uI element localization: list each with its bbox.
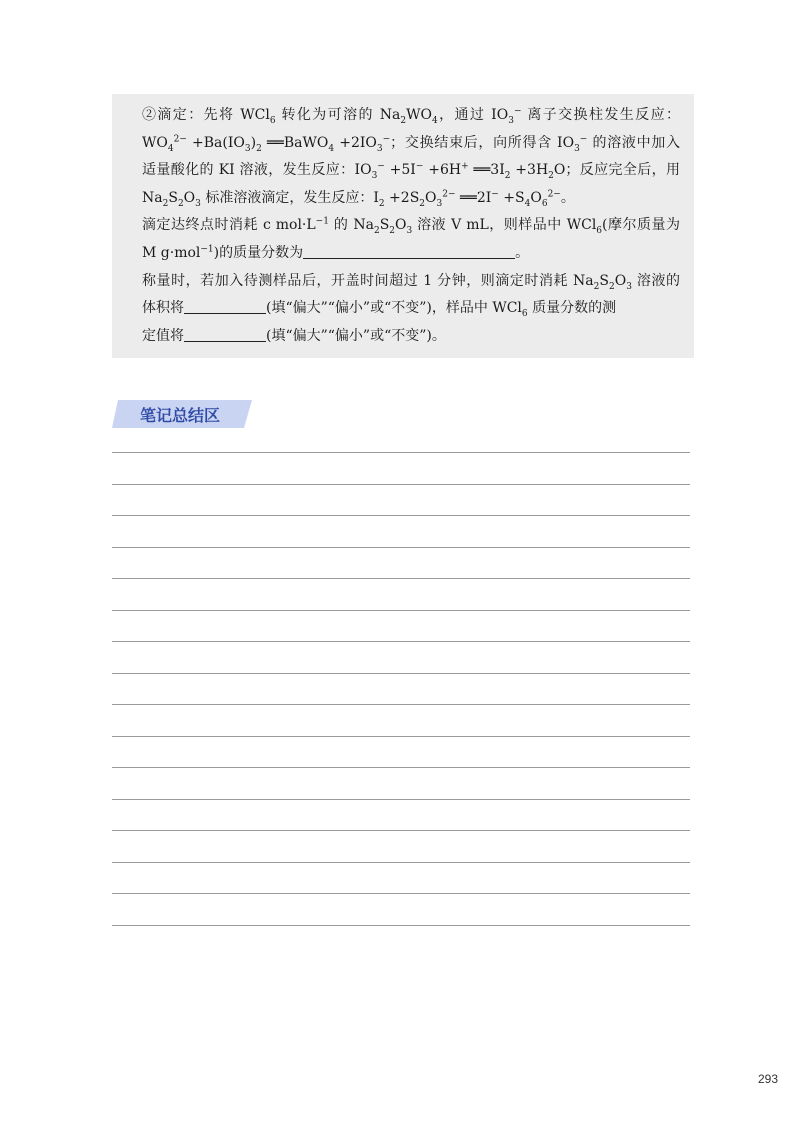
note-line[interactable]: [112, 515, 690, 516]
problem-line-4: $Na_2S_2O_3$ 标准溶液滴定，发生反应：$I_2 +2S_2O_3^{2-}$ ══2I− $+S_4O_6^{2-}$。: [142, 189, 575, 209]
problem-line-8: 体积将 (填“偏大”“偏小”或“不变”)，样品中 WCl$_6$ 质量分数的测: [142, 300, 617, 319]
note-line[interactable]: [112, 484, 690, 485]
note-line[interactable]: [112, 452, 690, 453]
problem-box: [112, 94, 694, 358]
notes-section-header: [112, 400, 252, 428]
note-line[interactable]: [112, 925, 690, 926]
note-line[interactable]: [112, 704, 690, 705]
note-line[interactable]: [112, 578, 690, 579]
answer-blank-mass-fraction[interactable]: [303, 243, 515, 259]
note-line[interactable]: [112, 799, 690, 800]
note-line[interactable]: [112, 862, 690, 863]
answer-blank-measured-value[interactable]: [184, 326, 266, 342]
page-number: 293: [758, 1072, 779, 1086]
note-line[interactable]: [112, 673, 690, 674]
note-lines: [112, 452, 690, 956]
note-line[interactable]: [112, 767, 690, 768]
problem-line-9: 定值将 (填“偏大”“偏小”或“不变”)。: [142, 327, 446, 344]
problem-line-6: M g·mol$^{-1}$)的质量分数为 。: [142, 244, 530, 261]
answer-blank-volume[interactable]: [184, 298, 266, 314]
note-line[interactable]: [112, 641, 690, 642]
note-line[interactable]: [112, 547, 690, 548]
problem-line-3: 适量酸化的 KI 溶液，发生反应：$IO_3^- +5I^- +6H^+$ $══3I_2 +3H_2O$；反应完全后，用: [142, 161, 680, 181]
note-line[interactable]: [112, 830, 690, 831]
problem-line-5: 滴定达终点时消耗 c $mol\cdot L^{-1}$ 的 $Na_2S_2O_3$ 溶液 V mL，则样品中 WCl$_6$(摩尔质量为: [142, 216, 680, 237]
note-line[interactable]: [112, 610, 690, 611]
note-line[interactable]: [112, 893, 690, 894]
note-line[interactable]: [112, 736, 690, 737]
problem-line-7: 称量时，若加入待测样品后，开盖时间超过 1 分钟，则滴定时消耗 $Na_2S_2O_3$ 溶液的: [142, 272, 680, 292]
notes-title: 笔记总结区: [140, 406, 221, 425]
problem-line-2: $WO_4^{2-} +Ba(IO_3)_2$ ══BaWO$_4$ $+2IO_3^-$；交换结束后，向所得含 $IO_3^-$ 的溶液中加入: [142, 133, 680, 154]
problem-line-1: ②滴定：先将 WCl$_6$ 转化为可溶的 $Na_2WO_4$，通过 $IO_3^-$ 离子交换柱发生反应：: [142, 106, 680, 126]
